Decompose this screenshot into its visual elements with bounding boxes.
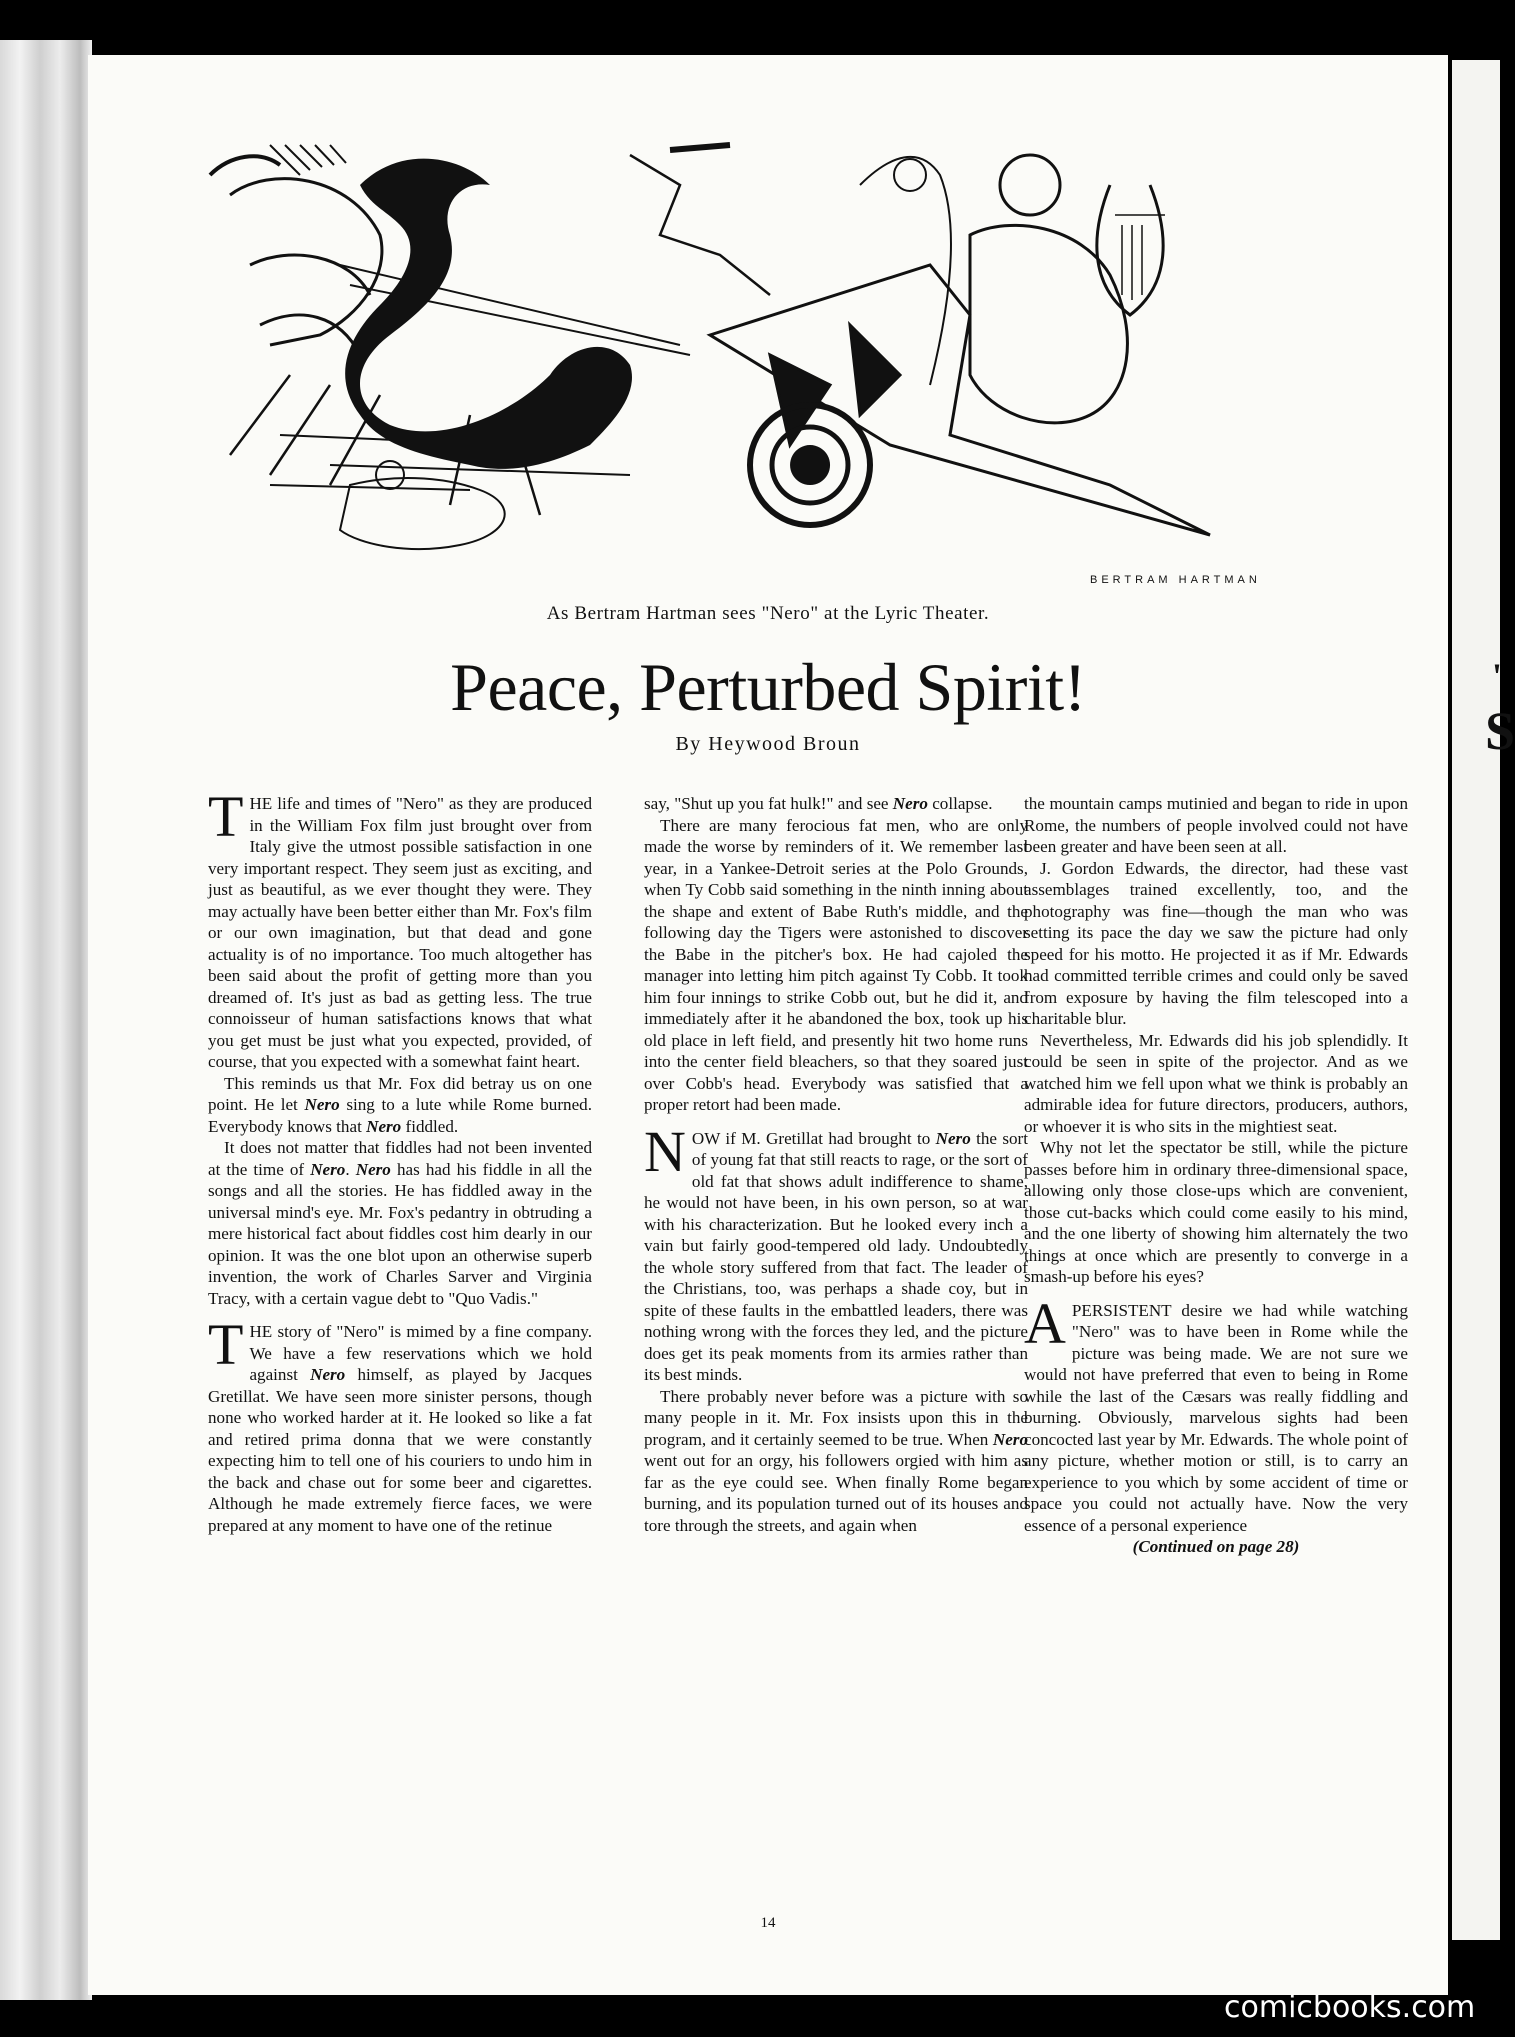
paragraph xyxy=(644,815,1028,1116)
paragraph-text: say, "Shut up you fat hulk!" and see xyxy=(644,794,893,813)
drop-cap: T xyxy=(208,1312,244,1377)
paragraph-text: It does not matter that fiddles had not been invented at the time of xyxy=(208,1138,592,1179)
illustration-signature: BERTRAM HARTMAN xyxy=(1090,574,1261,586)
paragraph xyxy=(1024,1290,1408,1537)
text-column-1 xyxy=(208,784,593,1536)
page-number: 14 xyxy=(760,1915,776,1931)
paragraph-text: There are many ferocious fat men, who are only made the worse by reminders of it. We remember last year, in a Yankee-Detroit series at the Polo Grounds, when Ty Cobb said something in the ninth inning about the shape and extent of Babe Ruth's middle, and the following day the Tigers were astonished to discover the Babe in the pitcher's box. He had cajoled the manager into letting him pitch against Ty Cobb. It took him four innings to strike Cobb out, but he did it, and immediately after it he abandoned the box, took up his old place in left field, and presently hit two home runs into the center field bleachers, so that they soared just over Cobb's head. Everybody was satisfied that a proper retort had been made. xyxy=(644,815,1028,1114)
paragraph xyxy=(1024,1030,1408,1138)
paragraph-text: himself, as played by Jacques Gretillat. We have seen more sinister persons, though none who worked harder at it. He looked so like a fat and retired prima donna that we were constantly expecting him to tell one of his couriers to undo him in the back and chase out for some beer and cigarettes. Although he made extremely fierce faces, we were prepared at any moment to have one of the retinue xyxy=(208,1365,592,1535)
drop-cap: N xyxy=(644,1118,686,1184)
paragraph-text: OW if M. Gretillat had brought to xyxy=(691,1128,936,1148)
paragraph-text: There probably never before was a picture with so many people in it. Mr. Fox insists upon this in the program, and it certainly seemed to be true. When xyxy=(644,1386,1028,1449)
adjacent-page-letter: S xyxy=(1485,701,1515,761)
paragraph xyxy=(208,784,592,1073)
paragraph xyxy=(208,1073,592,1138)
nero-italic: Nero xyxy=(355,1159,391,1179)
paragraph xyxy=(644,1386,1028,1537)
byline: By Heywood Broun xyxy=(675,733,861,755)
paragraph-text: J. Gordon Edwards, the director, had these vast assemblages trained excellently, too, and the photography was fine—though the man who was setting its pace the day we saw the picture had only speed for his motto. He projected it as if Mr. Edwards had committed terrible crimes and could only be saved from exposure by having the film telescoped into a charitable blur. xyxy=(1024,858,1408,1028)
nero-italic: Nero xyxy=(304,1095,340,1114)
paragraph-text: sing to a lute while Rome burned. Everybody knows that xyxy=(208,1095,593,1136)
nero-italic: Nero xyxy=(310,1159,346,1179)
paragraph-text: Why not let the spectator be still, while the picture passes before him in ordinary three-dimensional space, allowing only those close-ups which are convenient, those cut-backs which could come easily to his mind, and the one liberty of showing him alternately the two things at once which are presently to converge in a smash-up before his eyes? xyxy=(1024,1138,1408,1286)
paragraph xyxy=(1024,1137,1408,1288)
watermark: comicbooks.com xyxy=(1224,1990,1476,2025)
paragraph xyxy=(208,1312,592,1536)
paragraph-text: the sort of young fat that still reacts to rage, or the sort of old fat that shows adult indifference to shame, he would not have been, in his own person, so at war with his characterization. But he looked every inch a vain but fairly good-tempered old lady. Undoubtedly the whole story suffered from that fact. The leader of the Christians, too, was perhaps a shade coy, but in spite of these faults in the embattled leaders, there was nothing wrong with the forces they led, and the picture does get its peak moments from its armies rather than its best minds. xyxy=(644,1128,1028,1384)
chariot-illustration xyxy=(210,145,1350,590)
nero-italic: Nero xyxy=(366,1116,402,1136)
paragraph xyxy=(644,1118,1028,1386)
nero-italic: Nero xyxy=(310,1365,346,1384)
paragraph-text: PERSISTENT desire we had while watching "Nero" was to have been in Rome while the picture was being made. We are not sure we would not have preferred that even to being in Rome while the last of the Cæsars was really fiddling and burning. Obviously, marvelous sights had been concocted last year by Mr. Edwards. The whole point of any picture, whether motion or still, is to carry an experience to you which by some accident of time or space you could not actually have. Now the very essence of a personal experience xyxy=(1024,1300,1408,1535)
paragraph xyxy=(1024,858,1408,1030)
drop-cap: A xyxy=(1024,1290,1066,1356)
paragraph-text: has had his fiddle in all the songs and all the stories. He has fiddled away in the universal mind's eye. Mr. Fox's pedantry in obtruding a mere historical fact about fiddles cost him dearly in our opinion. It was the one blot upon an otherwise superb invention, the work of Charles Sarver and Virginia Tracy, with a certain vague debt to "Quo Vadis." xyxy=(208,1159,593,1308)
binding-edge xyxy=(0,40,92,2000)
nero-italic: Nero xyxy=(892,794,928,813)
paragraph xyxy=(208,1137,592,1309)
adjacent-page-glyph: ' xyxy=(1492,656,1503,696)
text-column-3 xyxy=(1024,793,1408,1558)
paragraph-text: . xyxy=(345,1159,356,1179)
paragraph-text: collapse. xyxy=(927,794,993,813)
continued-note: (Continued on page 28) xyxy=(1132,1537,1300,1556)
illustration-caption: As Bertram Hartman sees "Nero" at the Lyric Theater. xyxy=(546,603,990,624)
article-title: Peace, Perturbed Spirit! xyxy=(450,649,1086,725)
paragraph-text: HE story of "Nero" is mimed by a fine company. We have a few reservations which we hold against xyxy=(249,1322,592,1384)
nero-italic: Nero xyxy=(935,1128,971,1148)
adjacent-page-edge xyxy=(1452,60,1503,1940)
paragraph-text: HE life and times of "Nero" as they are produced in the William Fox film just brought over from Italy give the utmost possible satisfaction in one very important respect. They seem just as exciting, and just as beautiful, as we ever thought they were. They may actually have been better either than Mr. Fox's film or our own imagination, but that dead and gone actuality is of no importance. Too much altogether has been said about the profit of getting more than you dreamed of. It's just as bad as getting less. The true connoisseur of human satisfactions knows that what you get must be just what you expected, provided, of course, that you expected with a somewhat faint heart. xyxy=(208,794,592,1071)
text-column-2 xyxy=(644,793,1028,1536)
paragraph-text: Nevertheless, Mr. Edwards did his job splendidly. It could be seen in spite of the projector. And as we watched him we fell upon what we think is probably an admirable idea for future directors, producers, authors, or whoever it is who sits in the mightiest seat. xyxy=(1024,1030,1408,1136)
paragraph xyxy=(644,793,1028,815)
nero-italic: Nero xyxy=(992,1429,1028,1449)
paragraph-text: the mountain camps mutinied and began to ride in upon Rome, the numbers of people involved could not have been greater and have been seen at all. xyxy=(1024,794,1408,856)
paragraph xyxy=(1024,793,1408,858)
paragraph-text: fiddled. xyxy=(401,1116,459,1136)
paragraph-text: went out for an orgy, his followers orgied with him as far as the eye could see. When finally Rome began burning, and its population turned out of its houses and tore through the streets, and again when xyxy=(644,1451,1028,1535)
drop-cap: T xyxy=(208,784,244,849)
paragraph-text: This reminds us that Mr. Fox did betray us on one point. He let xyxy=(208,1073,592,1114)
